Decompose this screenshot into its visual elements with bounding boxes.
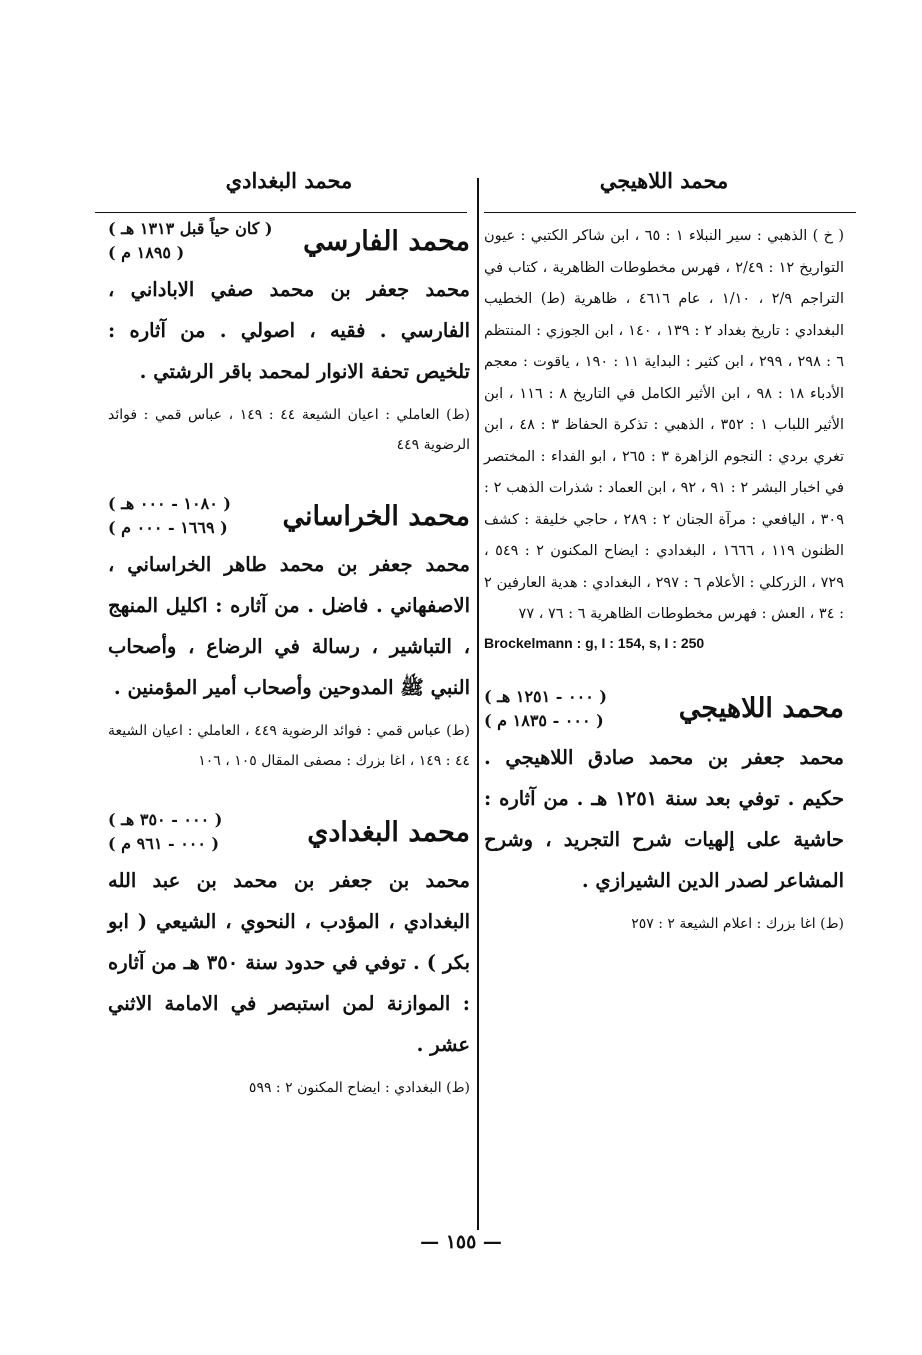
date-gregorian: ( ٠٠٠ - ١٨٣٥ م ) bbox=[484, 710, 604, 730]
entry-heading bbox=[108, 492, 470, 540]
entry-title: محمد البغدادي bbox=[307, 816, 470, 848]
running-head-right: محمد اللاهيجي bbox=[599, 168, 729, 193]
date-gregorian: ( ١٦٦٩ - ٠٠٠ م ) bbox=[108, 518, 228, 537]
entry-references: (ط) البغدادي : ايضاح المكنون ٢ : ٥٩٩ bbox=[248, 1080, 470, 1096]
entry-dates bbox=[484, 685, 607, 733]
left-column bbox=[108, 165, 470, 1103]
latin-reference: Brockelmann : g, I : 154, s, I : 250 bbox=[484, 634, 705, 651]
entry-heading bbox=[108, 217, 470, 265]
entry-body: محمد بن جعفر بن محمد بن عبد الله البغدادي ، المؤدب ، النحوي ، الشيعي ( ابو بكر ) . توفي في حدود سنة ٣٥٠ هـ من آثاره : الموازنة لمن استبصر في الامامة الاثني عشر . bbox=[108, 869, 470, 1056]
entry-title: محمد الفارسي bbox=[303, 225, 470, 257]
entry-dates bbox=[108, 217, 273, 265]
date-hijri: ( ٠٠٠ - ١٢٥١ هـ ) bbox=[484, 686, 607, 706]
running-head-left: محمد البغدادي bbox=[225, 168, 353, 193]
entry-heading bbox=[108, 808, 470, 856]
entry-title: محمد الخراساني bbox=[282, 500, 470, 532]
page-number: — ١٥٥ — bbox=[420, 1231, 502, 1253]
entry-references: (ط) عباس قمي : فوائد الرضوية ٤٤٩ ، العاملي : اعيان الشيعة ٤٤ : ١٤٩ ، اغا بزرك : مصفى المقال ١٠٥ ، ١٠٦ bbox=[108, 723, 471, 769]
entry-references: (ط) اغا بزرك : اعلام الشيعة ٢ : ٢٥٧ bbox=[631, 915, 844, 932]
entry-title: محمد اللاهيجي bbox=[678, 693, 844, 724]
entry-heading bbox=[484, 685, 844, 733]
entry-dates bbox=[108, 808, 222, 856]
date-hijri: ( كان حياً قبل ١٣١٣ هـ ) bbox=[108, 219, 273, 238]
date-hijri: ( ٠٠٠ - ٣٥٠ هـ ) bbox=[108, 810, 223, 829]
date-gregorian: ( ٠٠٠ - ٩٦١ م ) bbox=[108, 834, 220, 853]
entry-body: محمد جعفر بن محمد صفي الاباداني ، الفارسي . فقيه ، اصولي . من آثاره : تلخيص تحفة الانوار لمحمد باقر الرشتي . bbox=[108, 278, 470, 383]
date-hijri: ( ١٠٨٠ - ٠٠٠ هـ ) bbox=[108, 494, 231, 513]
date-gregorian: ( ١٨٩٥ م ) bbox=[108, 243, 185, 262]
entry-dates bbox=[108, 492, 231, 540]
right-column bbox=[484, 165, 844, 939]
entry-references: (ط) العاملي : اعيان الشيعة ٤٤ : ١٤٩ ، عباس قمي : فوائد الرضوية ٤٤٩ bbox=[108, 407, 471, 453]
continued-references: ( خ ) الذهبي : سير النبلاء ١ : ٦٥ ، ابن شاكر الكتبي : عيون التواريخ ١٢ : ٢/٤٩ ، فهرس مخطوطات الظاهرية ، كتاب في التراجم ٢/٩ ، ١/١٠ ، عام ٤٦١٦ ، ظاهرية (ط) الخطيب البغدادي : تاريخ بغداد ٢ : ١٣٩ ، ١٤٠ ، ابن الجوزي : المنتظم ٦ : ٢٩٨ ، ٢٩٩ ، ابن كثير : البداية ١١ : ١٩٠ ، ياقوت : معجم الأدباء ١٨ : ٩٨ ، ابن الأثير الكامل في التاريخ ٨ : ١١٦ ، ابن الأثير اللباب ١ : ٣٥٢ ، الذهبي : تذكرة الحفاظ ٣ : ٤٨ ، ابن تغري بردي : النجوم الزاهرة ٣ : ٢٦٥ ، ابو الفداء : المختصر في اخبار البشر ٢ : ٩١ ، ٩٢ ، ابن العماد : شذرات الذهب ٢ : ٣٠٩ ، اليافعي : مرآة الجنان ٢ : ٢٨٩ ، حاجي خليفة : كشف الظنون ١١٩ ، ١٦٦٦ ، البغدادي : ايضاح المكنون ٢ : ٥٤٩ ، ٧٢٩ ، الزركلي : الأعلام ٦ : ٢٩٧ ، البغدادي : هدية العارفين ٢ : ٣٤ ، العش : فهرس مخطوطات الظاهرية ٦ : ٧٦ ، ٧٧ bbox=[484, 228, 845, 622]
column-divider bbox=[477, 178, 479, 1230]
entry-body: محمد جعفر بن محمد صادق اللاهيجي . حكيم . توفي بعد سنة ١٢٥١ هـ . من آثاره : حاشية على إلهيات شرح التجريد ، وشرح المشاعر لصدر الدين الشيرازي . bbox=[484, 745, 844, 892]
entry-body: محمد جعفر بن محمد طاهر الخراساني ، الاصفهاني . فاضل . من آثاره : اكليل المنهج ، التباشير ، رسالة في الرضاع ، وأصحاب النبي ﷺ المدوحين وأصحاب أمير المؤمنين . bbox=[108, 553, 470, 699]
